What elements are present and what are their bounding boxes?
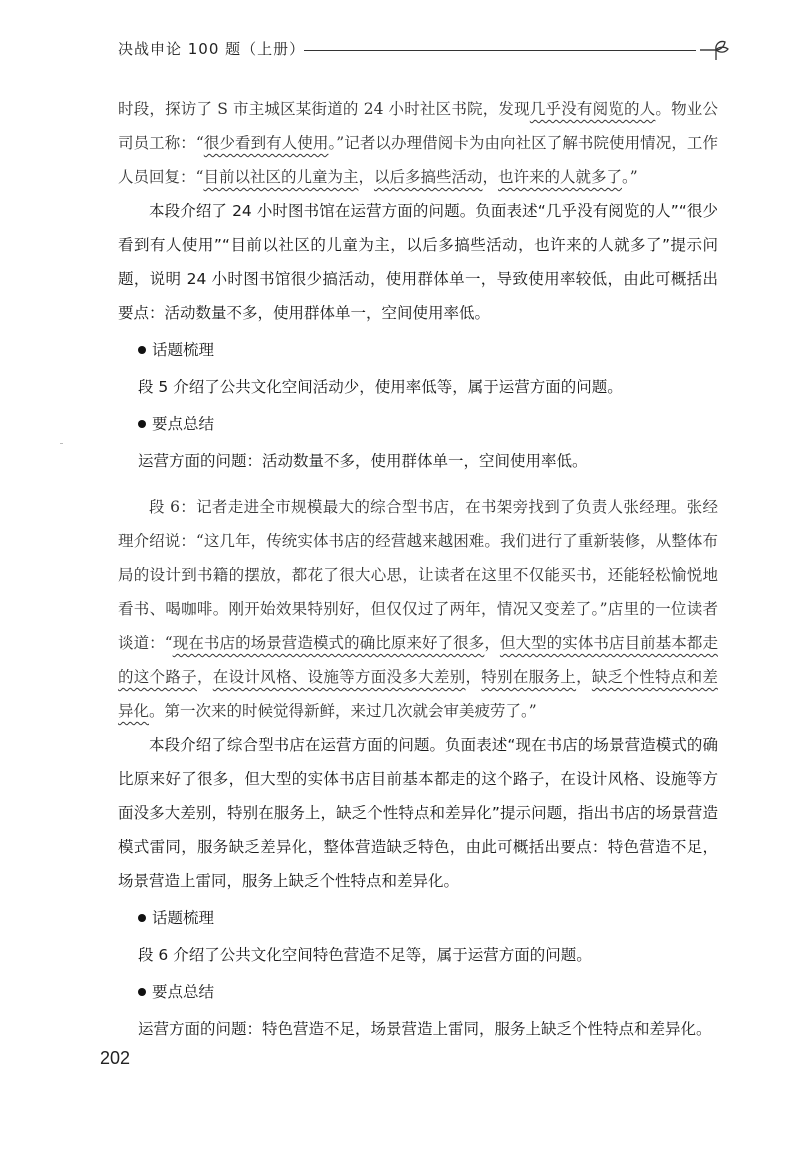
underlined-phrase: 很少看到有人使用 — [203, 134, 329, 152]
paragraph-analysis: 本段介绍了 24 小时图书馆在运营方面的问题。负面表述“几乎没有阅览的人”“很少看到有人使用”“目前以社区的儿童为主，以后多搞些活动，也许来的人就多了”提示问题，说明 24 小时图书馆很少搞活动，使用群体单一，导致使用率较低，由此可概括出要点：活动数量不多，使用群体单一，空间使用率低。 — [118, 202, 718, 322]
page-number: 202 — [100, 1048, 131, 1068]
bullet-heading — [138, 976, 718, 1008]
underlined-phrase: 但大型的实体书店目前基本都走的这个路子 — [118, 634, 718, 686]
bullet-icon — [138, 988, 146, 996]
bullet-heading — [138, 334, 718, 366]
text-run: 。第一次来的时候觉得新鲜，来过几次就会审美疲劳了。” — [149, 702, 537, 720]
text-run: 时段，探访了 S 市主城区某街道的 24 小时社区书院，发现 — [118, 100, 530, 118]
topic-summary: 段 6 介绍了公共文化空间特色营造不足等，属于运营方面的问题。 — [138, 946, 592, 964]
text-run: 。物业公司员工称：“ — [118, 100, 718, 152]
bullet-heading — [138, 902, 718, 934]
bullet-heading-label: 要点总结 — [152, 983, 215, 1001]
text-run: 。” — [622, 168, 638, 186]
topic-summary: 段 5 介绍了公共文化空间活动少，使用率低等，属于运营方面的问题。 — [138, 378, 623, 396]
underlined-phrase: 现在书店的场景营造模式的确比原来好了很多 — [172, 634, 485, 652]
bullet-heading-label: 话题梳理 — [152, 341, 215, 359]
paragraph-source-excerpt — [118, 490, 718, 728]
underlined-phrase: 在设计风格、设施等方面没多大差别 — [212, 668, 466, 686]
bullet-heading — [138, 408, 718, 440]
bullet-heading-label: 话题梳理 — [152, 909, 215, 927]
underlined-phrase: 缺乏个性特点和差异化 — [118, 668, 718, 720]
sprout-icon — [698, 38, 732, 64]
text-run: 段 6：记者走进全市规模最大的综合型书店，在书架旁找到了负责人张经理。张经理介绍说：“这几年，传统实体书店的经营越来越困难。我们进行了重新装修，从整体布局的设计到书籍的摆放，都花了很大心思，让读者在这里不仅能买书，还能轻松愉悦地看书、喝咖啡。刚开始效果特别好，但仅仅过了两年，情况又变差了。”店里的一位读者谈道：“ — [118, 498, 718, 652]
header-rule — [304, 50, 696, 51]
text-run: ， — [465, 668, 482, 686]
text-run: ， — [482, 168, 498, 186]
underlined-phrase: 特别在服务上 — [481, 668, 577, 686]
text-run: 。”记者以办理借阅卡为由向社区了解书院使用情况，工作人员回复：“ — [118, 134, 718, 186]
text-run: ， — [484, 634, 500, 652]
book-title: 决战申论 100 题（上册） — [118, 40, 306, 58]
key-points: 运营方面的问题：特色营造不足，场景营造上雷同，服务上缺乏个性特点和差异化。 — [138, 1020, 712, 1038]
bullet-icon — [138, 346, 146, 354]
running-header — [118, 38, 728, 64]
paragraph-analysis: 本段介绍了综合型书店在运营方面的问题。负面表述“现在书店的场景营造模式的确比原来好了很多，但大型的实体书店目前基本都走的这个路子，在设计风格、设施等方面没多大差别，特别在服务上，缺乏个性特点和差异化”提示问题，指出书店的场景营造模式雷同，服务缺乏差异化，整体营造缺乏特色，由此可概括出要点：特色营造不足，场景营造上雷同，服务上缺乏个性特点和差异化。 — [118, 736, 718, 890]
bullet-icon — [138, 914, 146, 922]
text-run: ， — [576, 668, 592, 686]
underlined-phrase: 目前以社区的儿童为主 — [203, 168, 359, 186]
bullet-heading-label: 要点总结 — [152, 415, 215, 433]
page-content — [118, 92, 718, 1050]
bullet-icon — [138, 420, 146, 428]
underlined-phrase: 也许来的人就多了 — [498, 168, 623, 186]
key-points: 运营方面的问题：活动数量不多，使用群体单一，空间使用率低。 — [138, 452, 588, 470]
margin-mark — [60, 443, 63, 444]
text-run: ， — [358, 168, 374, 186]
underlined-phrase: 以后多搞些活动 — [373, 168, 483, 186]
paragraph-source-excerpt — [118, 92, 718, 194]
underlined-phrase: 几乎没有阅览的人 — [529, 100, 656, 118]
text-run: ， — [196, 668, 213, 686]
